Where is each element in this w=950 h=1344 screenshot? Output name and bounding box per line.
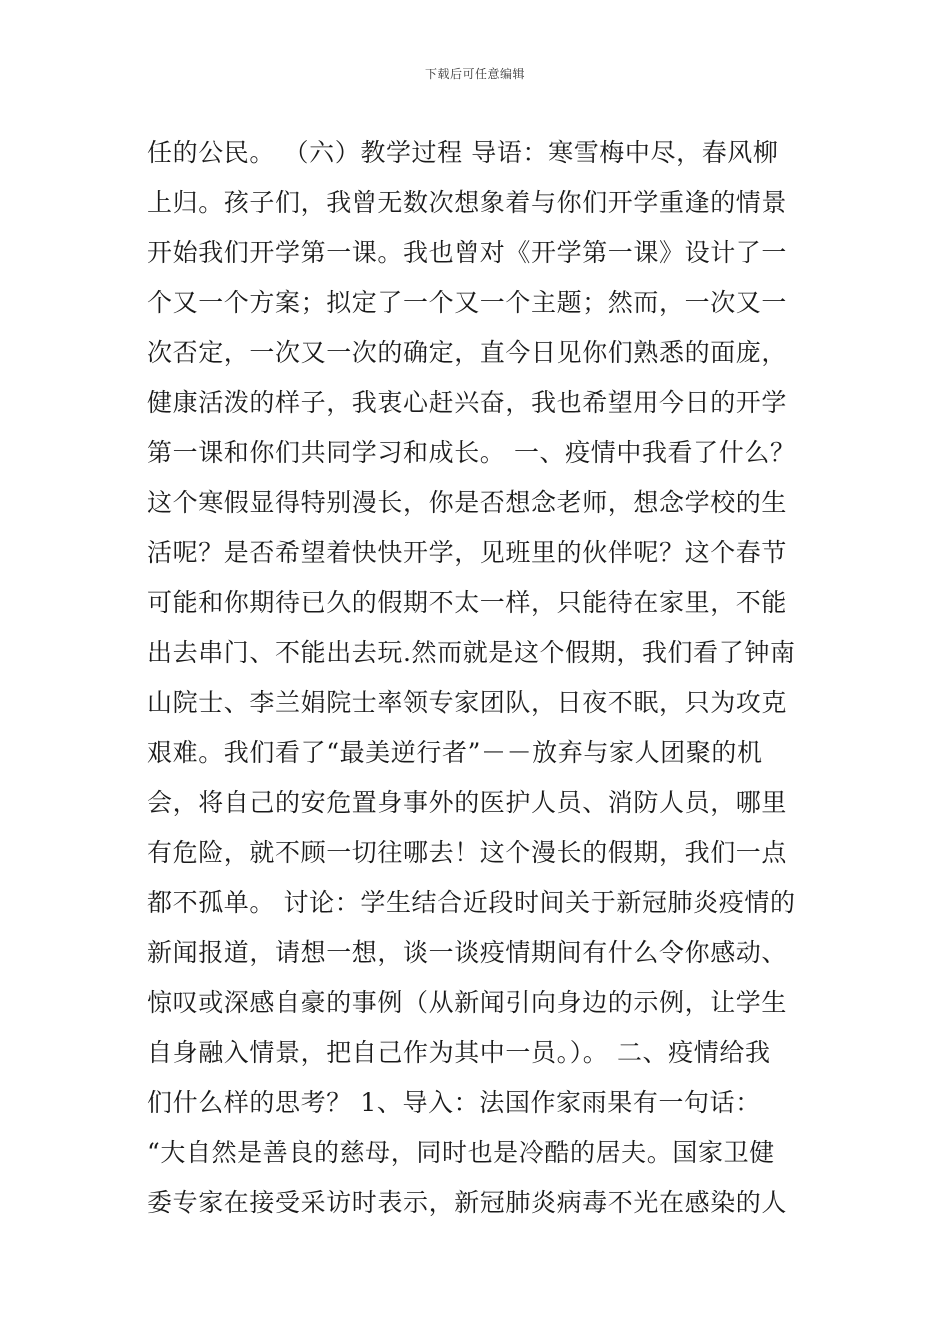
text-line: 上归。孩子们，我曾无数次想象着与你们开学重逢的情景	[147, 188, 788, 217]
text-line: 任的公民。 （六）教学过程 导语：寒雪梅中尽，春风柳	[147, 138, 779, 167]
text-line: 新闻报道，请想一想，谈一谈疫情期间有什么令你感动、	[147, 938, 788, 967]
page-header: 下载后可任意编辑	[424, 67, 525, 81]
text-line: 会，将自己的安危置身事外的医护人员、消防人员，哪里	[147, 788, 788, 817]
text-line: 可能和你期待已久的假期不太一样，只能待在家里，不能	[147, 588, 788, 617]
document-body	[147, 128, 807, 1228]
text-line: 健康活泼的样子，我衷心赶兴奋，我也希望用今日的开学	[147, 388, 788, 417]
text-line: 们什么样的思考？ 1、导入：法国作家雨果有一句话：	[147, 1088, 761, 1117]
text-line: 这个寒假显得特别漫长，你是否想念老师，想念学校的生	[147, 488, 788, 517]
text-line: 惊叹或深感自豪的事例（从新闻引向身边的示例，让学生	[147, 988, 788, 1017]
text-line: 委专家在接受采访时表示，新冠肺炎病毒不光在感染的人	[147, 1188, 788, 1217]
text-line: 开始我们开学第一课。我也曾对《开学第一课》设计了一	[147, 238, 788, 267]
text-line: 山院士、李兰娟院士率领专家团队，日夜不眠，只为攻克	[147, 688, 788, 717]
text-line: 次否定，一次又一次的确定，直今日见你们熟悉的面庞，	[147, 338, 788, 367]
text-line: 艰难。我们看了“最美逆行者”－－放弃与家人团聚的机	[147, 738, 763, 767]
text-line: 自身融入情景，把自己作为其中一员。）。 二、疫情给我	[147, 1038, 771, 1067]
text-line: “大自然是善良的慈母，同时也是冷酷的居夫。国家卫健	[147, 1138, 775, 1167]
text-line: 个又一个方案；拟定了一个又一个主题；然而，一次又一	[147, 288, 788, 317]
text-line: 出去串门、不能出去玩.然而就是这个假期，我们看了钟南	[147, 638, 796, 667]
text-line: 有危险，就不顾一切往哪去！这个漫长的假期，我们一点	[147, 838, 788, 867]
text-line: 都不孤单。 讨论：学生结合近段时间关于新冠肺炎疫情的	[147, 888, 796, 917]
text-line: 活呢？是否希望着快快开学，见班里的伙伴呢？这个春节	[147, 538, 788, 567]
text-line: 第一课和你们共同学习和成长。 一、疫情中我看了什么？	[147, 438, 796, 467]
